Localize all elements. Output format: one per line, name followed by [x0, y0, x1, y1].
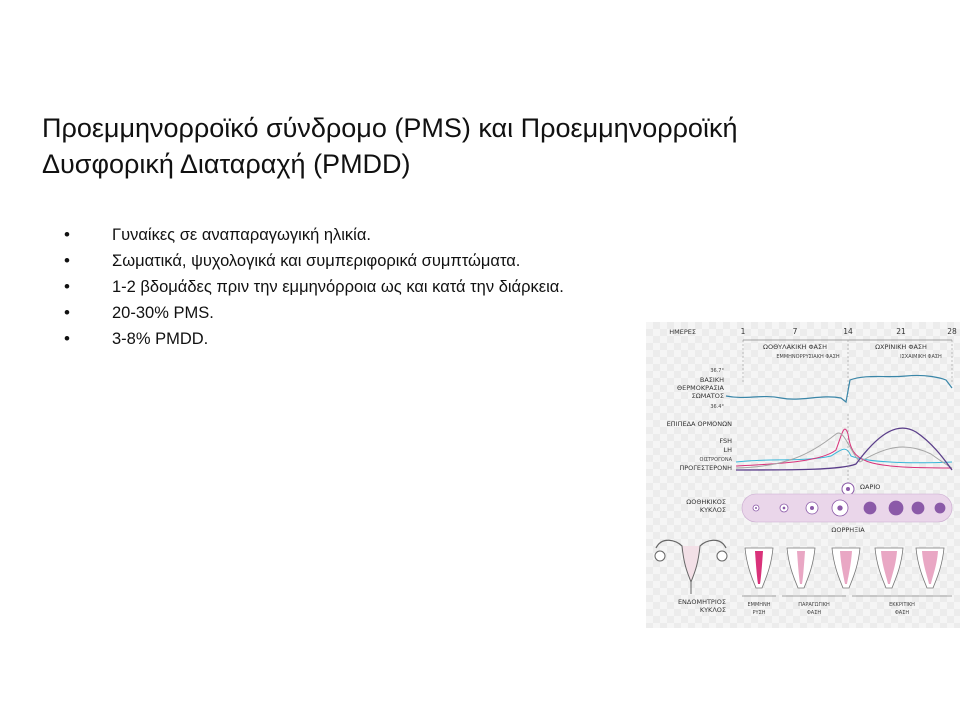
bullet-item: • 20-30% PMS. — [60, 300, 564, 326]
estrogen-label: ΟΙΣΤΡΟΓΟΝΑ — [699, 457, 732, 463]
endometrium-sequence — [745, 548, 944, 588]
title-line-1: Προεμμηνορροϊκό σύνδρομο (PMS) και Προεμμηνορροϊκή — [42, 113, 738, 143]
temp-label-3: ΣΩΜΑΤΟΣ — [691, 392, 724, 400]
fsh-label: FSH — [719, 437, 732, 445]
ischemic-sub-label: ΙΣΧΑΙΜΙΚΗ ΦΑΣΗ — [900, 354, 942, 360]
temp-high-label: 36.7° — [710, 368, 724, 374]
menstrual-cycle-svg — [646, 322, 960, 628]
slide-title — [42, 110, 902, 182]
bullet-item: • 1-2 βδομάδες πριν την εμμηνόρροια ως και κατά την διάρκεια. — [60, 274, 564, 300]
day-tick: 28 — [947, 327, 957, 336]
day-tick: 1 — [740, 327, 746, 336]
temp-label-2: ΘΕΡΜΟΚΡΑΣΙΑ — [677, 384, 724, 392]
hormone-levels-label: ΕΠΙΠΕΔΑ ΟΡΜΟΝΩΝ — [666, 420, 732, 428]
title-line-2: Δυσφορική Διαταραχή (PMDD) — [42, 149, 411, 179]
follicle-core — [810, 506, 814, 510]
bullet-list — [60, 222, 564, 352]
follicle — [935, 503, 945, 513]
ovulation-label: ΩΟΡΡΗΞΙΑ — [831, 526, 865, 534]
ovum-label: ΩΑΡΙΟ — [860, 483, 881, 491]
temp-low-label: 36.4° — [710, 404, 724, 410]
ovarian-cycle-label-2: ΚΥΚΛΟΣ — [699, 506, 726, 514]
endometrial-cycle-label-2: ΚΥΚΛΟΣ — [699, 606, 726, 614]
temp-label-1: ΒΑΣΙΚΗ — [699, 376, 724, 384]
follicle-core — [783, 507, 786, 510]
menstruation-label-1: ΕΜΜΗΝΗ — [747, 602, 771, 608]
secretory-label-1: ΕΚΚΡΙΤΙΚΗ — [889, 602, 915, 608]
follicle — [912, 502, 924, 514]
day-tick: 21 — [896, 327, 906, 336]
luteal-phase-label: ΩΧΡΙΝΙΚΗ ΦΑΣΗ — [875, 343, 927, 351]
days-label: ΗΜΕΡΕΣ — [669, 328, 696, 336]
bullet-item: • Γυναίκες σε αναπαραγωγική ηλικία. — [60, 222, 564, 248]
secretory-label-2: ΦΑΣΗ — [894, 610, 910, 616]
day-tick: 14 — [843, 327, 853, 336]
uterus-illustration — [655, 540, 727, 594]
bullet-item: • 3-8% PMDD. — [60, 326, 564, 352]
menstrual-sub-label: ΕΜΜΗΝΟΡΡΥΣΙΑΚΗ ΦΑΣΗ — [776, 354, 840, 360]
menstruation-label-2: ΡΥΣΗ — [752, 610, 766, 616]
ovarian-cycle-label-1: ΩΟΘΗΚΙΚΟΣ — [686, 498, 726, 506]
follicular-phase-label: ΩΟΘΥΛΑΚΙΚΗ ΦΑΣΗ — [762, 343, 828, 351]
temperature-curve — [726, 375, 952, 402]
follicle-core — [755, 507, 757, 509]
proliferative-label-2: ΦΑΣΗ — [806, 610, 822, 616]
day-tick: 7 — [792, 327, 798, 336]
menstrual-cycle-diagram — [646, 322, 960, 628]
bullet-item: • Σωματικά, ψυχολογικά και συμπεριφορικά συμπτώματα. — [60, 248, 564, 274]
follicle — [864, 502, 876, 514]
progesterone-label: ΠΡΟΓΕΣΤΕΡΟΝΗ — [679, 464, 732, 472]
lh-label: LH — [723, 446, 732, 454]
follicle — [889, 501, 903, 515]
fsh-curve — [736, 449, 952, 463]
endometrial-cycle-label-1: ΕΝΔΟΜΗΤΡΙΟΣ — [677, 598, 726, 606]
follicle-core — [837, 505, 842, 510]
proliferative-label-1: ΠΑΡΑΓΩΓΙΚΗ — [798, 602, 830, 608]
